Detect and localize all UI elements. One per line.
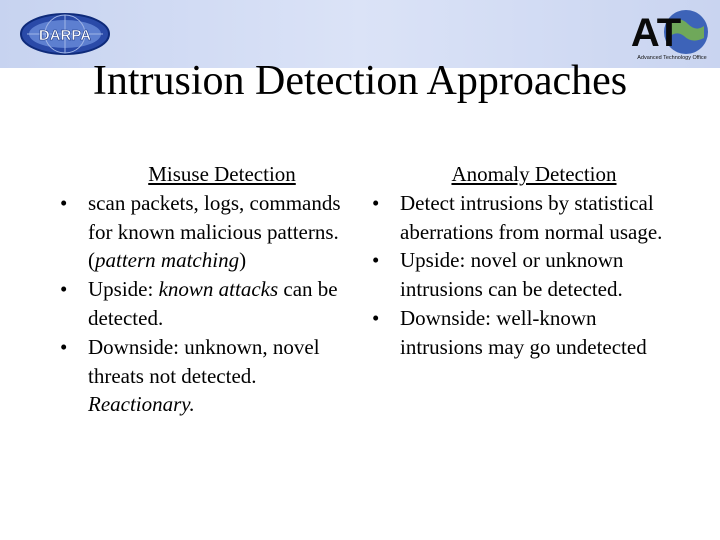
misuse-detection-column	[56, 160, 356, 419]
slide-title: Intrusion Detection Approaches	[92, 58, 628, 104]
ato-logo-text: AT	[630, 11, 682, 55]
anomaly-detection-heading: Anomaly Detection	[451, 162, 617, 186]
list-item: • Upside: known attacks can be detected.	[56, 275, 356, 333]
list-item: • Detect intrusions by statistical aberrations from normal usage.	[368, 189, 668, 247]
list-item: • Upside: novel or unknown intrusions can be detected.	[368, 246, 668, 304]
darpa-logo-icon	[18, 10, 112, 58]
list-item: • Downside: unknown, novel threats not detected. Reactionary.	[56, 333, 356, 419]
ato-logo-icon	[626, 4, 712, 62]
misuse-detection-list	[56, 189, 356, 419]
list-item: • Downside: well-known intrusions may go undetected	[368, 304, 668, 362]
ato-logo-caption: Advanced Technology Office	[637, 55, 707, 61]
misuse-detection-heading: Misuse Detection	[148, 162, 296, 186]
anomaly-detection-list	[368, 189, 668, 362]
darpa-logo-text: DARPA	[38, 27, 92, 44]
list-item: • scan packets, logs, commands for known malicious patterns. (pattern matching)	[56, 189, 356, 275]
anomaly-detection-column	[368, 160, 668, 362]
